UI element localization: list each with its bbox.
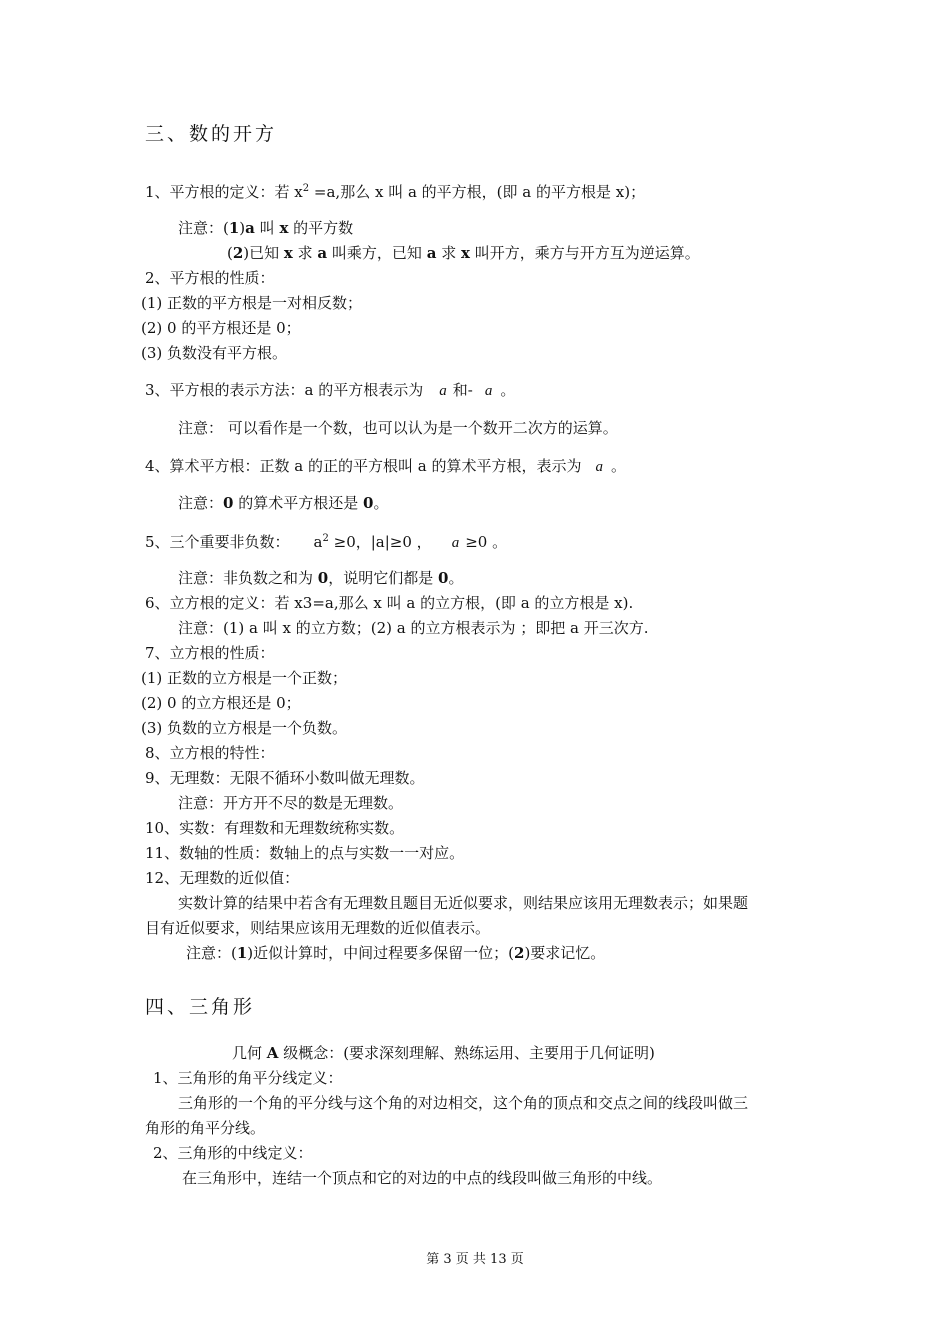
note-1a: 注意：(1)a 叫 x 的平方数 [178, 219, 354, 237]
triangle-item-1: 1、三角形的角平分线定义： [153, 1069, 343, 1087]
item-3-notation: 3、平方根的表示方法：a 的平方根表示为 a 和- a 。 [145, 381, 516, 399]
item-8-cube-root-characteristic: 8、立方根的特性： [145, 744, 275, 762]
item-5-nonnegative-numbers: 5、三个重要非负数： $a^2 \ge 0$，|a|≥0 ， a ≥0 。 [145, 533, 508, 551]
item-6-cube-root-definition: 6、立方根的定义：若 x3=a,那么 x 叫 a 的立方根，(即 a 的立方根是 x). [145, 594, 634, 612]
item-9-irrational-numbers: 9、无理数：无限不循环小数叫做无理数。 [145, 769, 425, 787]
geometry-a-level-heading: 几何 A 级概念：(要求深刻理解、熟练运用、主要用于几何证明) [232, 1044, 655, 1062]
item-7-property-2: (2) 0 的立方根还是 0； [141, 694, 301, 712]
note-1b: (2)已知 x 求 a 叫乘方，已知 a 求 x 叫开方，乘方与开方互为逆运算。 [227, 244, 700, 262]
triangle-item-2: 2、三角形的中线定义： [153, 1144, 313, 1162]
item-7-property-1: (1) 正数的立方根是一个正数； [141, 669, 348, 687]
section-title-root-extraction: 三、数的开方 [145, 123, 278, 145]
note-5: 注意：非负数之和为 0，说明它们都是 0。 [178, 569, 464, 587]
note-12: 注意：(1)近似计算时，中间过程要多保留一位；(2)要求记忆。 [186, 944, 606, 962]
note-6: 注意：(1) a 叫 x 的立方数；(2) a 的立方根表示为 ；即把 a 开三次方. [178, 619, 649, 637]
item-11-number-line: 11、数轴的性质：数轴上的点与实数一一对应。 [145, 844, 465, 862]
note-4: 注意：0 的算术平方根还是 0。 [178, 494, 389, 512]
item-4-arithmetic-root: 4、算术平方根：正数 a 的正的平方根叫 a 的算术平方根，表示为 a 。 [145, 457, 627, 475]
note-9: 注意：开方开不尽的数是无理数。 [178, 794, 404, 812]
item-2-property-1: (1) 正数的平方根是一对相反数； [141, 294, 363, 312]
item-7-cube-root-properties: 7、立方根的性质： [145, 644, 275, 662]
item-7-property-3: (3) 负数的立方根是一个负数。 [141, 719, 348, 737]
triangle-item-1-paragraph-line-2: 角形的角平分线。 [145, 1119, 266, 1137]
note-3: 注意： 可以看作是一个数，也可以认为是一个数开二次方的运算。 [178, 419, 618, 437]
item-2-property-3: (3) 负数没有平方根。 [141, 344, 288, 362]
triangle-item-1-paragraph-line-1: 三角形的一个角的平分线与这个角的对边相交，这个角的顶点和交点之间的线段叫做三 [178, 1094, 749, 1112]
item-1-square-root-definition: 1、平方根的定义：若 $x^2 =a$,那么 x 叫 a 的平方根，(即 a 的平方根是 x)； [145, 183, 646, 201]
item-10-real-numbers: 10、实数：有理数和无理数统称实数。 [145, 819, 405, 837]
section-title-triangle: 四、三角形 [145, 996, 256, 1018]
item-12-approximation: 12、无理数的近似值： [145, 869, 300, 887]
item-2-square-root-properties: 2、平方根的性质： [145, 269, 275, 287]
triangle-item-2-paragraph: 在三角形中，连结一个顶点和它的对边的中点的线段叫做三角形的中线。 [182, 1169, 663, 1187]
item-12-paragraph-line-2: 目有近似要求，则结果应该用无理数的近似值表示。 [145, 919, 491, 937]
item-12-paragraph-line-1: 实数计算的结果中若含有无理数且题目无近似要求，则结果应该用无理数表示；如果题 [178, 894, 749, 912]
item-2-property-2: (2) 0 的平方根还是 0； [141, 319, 301, 337]
page-footer: 第 3 页 共 13 页 [426, 1252, 524, 1267]
